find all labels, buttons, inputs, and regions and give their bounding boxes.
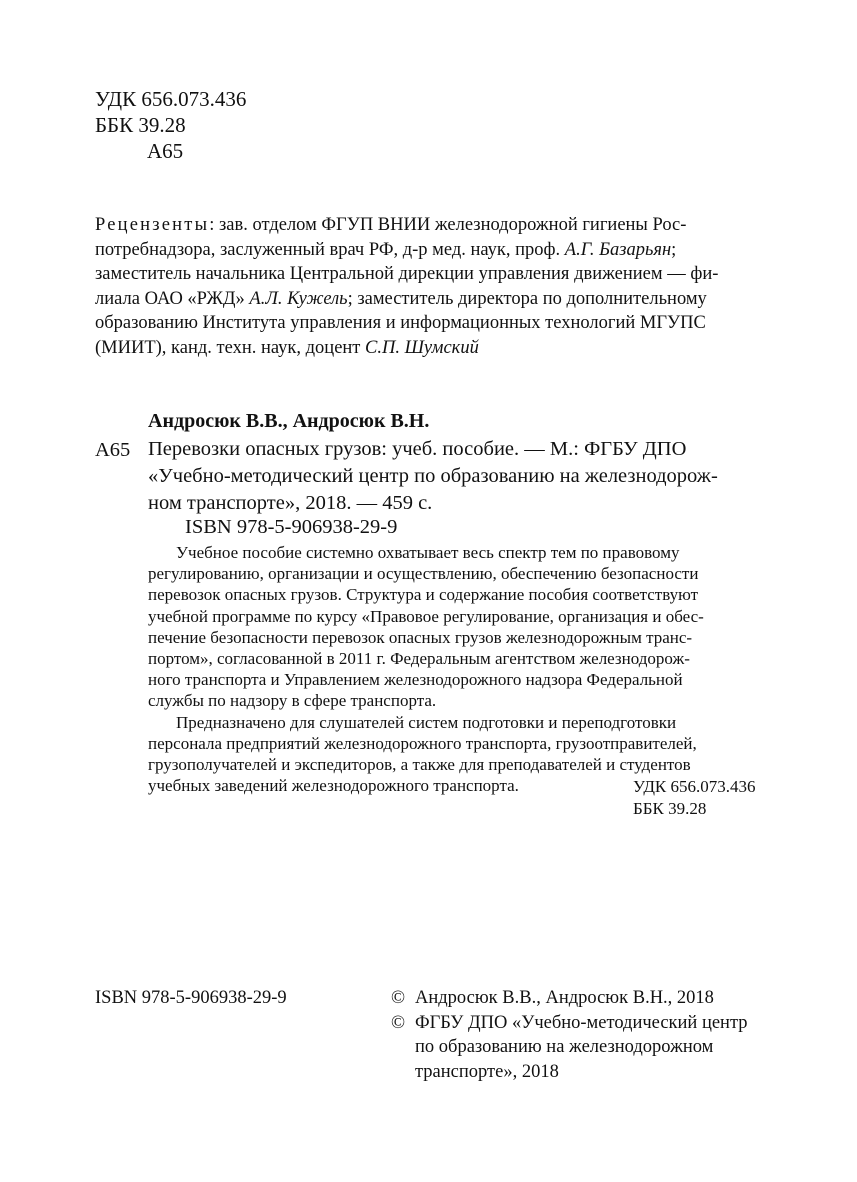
annotation-line: портом», согласованной в 2011 г. Федеральным агентством железнодорож- [148,649,690,669]
reviewers-line: образованию Института управления и информационных технологий МГУПС [95,313,706,333]
annotation-line: ного транспорта и Управлением железнодорожного надзора Федеральной [148,670,683,690]
authors-heading: Андросюк В.В., Андросюк В.Н. [148,410,430,432]
annotation-line: персонала предприятий железнодорожного транспорта, грузоотправителей, [148,733,697,753]
bibliographic-description [148,436,770,517]
classification-codes-bottom [633,776,756,820]
annotation-line: учебной программе по курсу «Правовое регулирование, организация и обес- [148,606,704,626]
author-mark-bib: А65 [95,439,131,461]
bib-line: Перевозки опасных грузов: учеб. пособие. — М.: ФГБУ ДПО [148,438,687,460]
reviewer-name: А.Л. Кужель [249,288,348,309]
reviewers-line: лиала ОАО «РЖД» А.Л. Кужель; заместитель директора по дополнительному [95,288,707,309]
udk-code: УДК 656.073.436 [633,777,756,796]
annotation [148,542,768,796]
reviewers-line: (МИИТ), канд. техн. наук, доцент С.П. Шумский [95,337,479,358]
annotation-line: службы по надзору в сфере транспорта. [148,691,437,711]
annotation-line: регулированию, организации и осуществлению, обеспечению безопасности [148,564,699,584]
reviewers-label: Рецензенты [95,215,210,235]
author-mark: А65 [147,139,184,163]
reviewers-section [95,213,773,360]
reviewers-line: Рецензенты: зав. отделом ФГУП ВНИИ железнодорожной гигиены Рос- [95,215,687,235]
annotation-line: грузополучателей и экспедиторов, а также для преподавателей и студентов [148,755,691,775]
annotation-line: Предназначено для слушателей систем подготовки и переподготовки [176,712,677,732]
bbk-code: ББК 39.28 [633,799,707,818]
annotation-line: учебных заведений железнодорожного транспорта. [148,776,519,796]
reviewers-line: потребнадзора, заслуженный врач РФ, д-р мед. наук, проф. А.Г. Базарьян; [95,239,677,260]
copyright-authors: © Андросюк В.В., Андросюк В.Н., 2018 [391,986,771,1011]
reviewers-line: заместитель начальника Центральной дирекции управления движением — фи- [95,264,719,284]
copyright-notice [391,986,771,1084]
annotation-line: Учебное пособие системно охватывает весь спектр тем по правовому [176,543,680,562]
bib-line: ном транспорте», 2018. — 459 с. [148,492,433,514]
isbn-footer: ISBN 978-5-906938-29-9 [95,988,287,1008]
reviewer-name: А.Г. Базарьян [564,239,672,260]
classification-codes-top [95,86,246,164]
annotation-line: печение безопасности перевозок опасных грузов железнодорожным транс- [148,627,693,647]
isbn-bib: ISBN 978-5-906938-29-9 [185,516,398,538]
copyright-symbol: © [391,1012,406,1033]
bib-line: «Учебно-методический центр по образованию на железнодорож- [148,465,718,487]
bbk-code: ББК 39.28 [95,113,186,137]
reviewer-name: С.П. Шумский [365,337,479,358]
copyright-publisher: © ФГБУ ДПО «Учебно-методический центр по образованию на железнодорожном транспорте», 2018 [391,1011,771,1085]
copyright-symbol: © [391,988,406,1008]
udk-code: УДК 656.073.436 [95,87,247,111]
annotation-line: перевозок опасных грузов. Структура и содержание пособия соответствуют [148,585,699,605]
